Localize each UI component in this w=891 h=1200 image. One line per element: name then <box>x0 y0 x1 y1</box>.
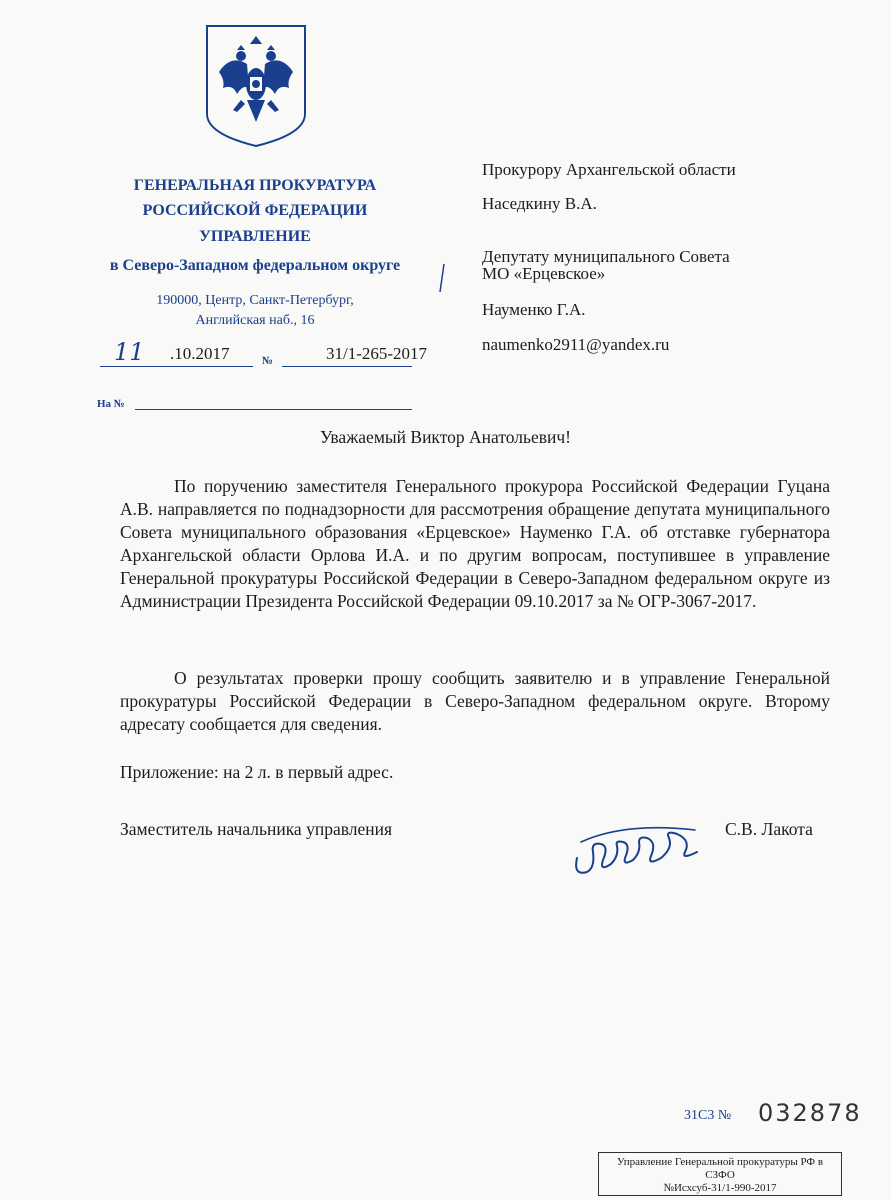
body-paragraph-1: По поручению заместителя Генерального прокурора Российской Федерации Гуцана А.В. направляется по поднадзорности для рассмотрения обращение депутата муниципального Совета муниципального образования «Ерцевское» Науменко Г.А. об отставке губернатора Архангельской области Орлова И.А. и по другим вопросам, поступившее в управление Генеральной прокуратуры Российской Федерации в Северо-Западном федеральном округе из Администрации Президента Российской Федерации 09.10.2017 за № ОГР-3067-2017. <box>120 476 830 611</box>
reply-to-label: На № <box>97 398 125 410</box>
body-paragraph-2: О результатах проверки прошу сообщить заявителю и в управление Генеральной прокуратуры Российской Федерации в Северо-Западном федеральном округе. Второму адресату сообщается для сведения. <box>120 668 830 734</box>
registration-stamp-line-3: №Исхсуб-31/1-990-2017 <box>663 1182 777 1194</box>
double-headed-eagle-emblem-icon <box>203 22 309 148</box>
date-printed: .10.2017 <box>170 344 230 363</box>
serial-prefix: 31С3 № <box>684 1108 732 1123</box>
recipient-1-name: Наседкину В.А. <box>482 194 597 213</box>
salutation: Уважаемый Виктор Анатольевич! <box>319 427 571 447</box>
recipient-2-name: Науменко Г.А. <box>482 300 586 319</box>
number-label: № <box>262 355 274 367</box>
org-line-3: УПРАВЛЕНИЕ <box>199 228 311 245</box>
signer-name: С.В. Лакота <box>725 819 813 839</box>
recipient-2-title: Депутату муниципального Совета <box>482 247 730 266</box>
recipient-1-title: Прокурору Архангельской области <box>482 160 736 179</box>
date-line <box>100 366 253 367</box>
registration-stamp-line-2: СЗФО <box>705 1169 735 1181</box>
outgoing-number: 31/1-265-2017 <box>326 344 428 363</box>
handwritten-day: 11 <box>114 338 145 366</box>
org-line-4: в Северо-Западном федеральном округе <box>109 257 401 274</box>
pen-mark-icon <box>436 262 448 294</box>
address-line-1: 190000, Центр, Санкт-Петербург, <box>156 293 354 308</box>
handwritten-signature-icon <box>565 812 715 882</box>
number-line <box>282 366 412 367</box>
recipient-2-email: naumenko2911@yandex.ru <box>482 335 670 354</box>
address-line-2: Английская наб., 16 <box>195 313 315 328</box>
registration-stamp-line-1: Управление Генеральной прокуратуры РФ в <box>616 1156 824 1168</box>
attachment-note: Приложение: на 2 л. в первый адрес. <box>120 762 394 782</box>
reply-to-line <box>135 409 412 410</box>
org-line-2: РОССИЙСКОЙ ФЕДЕРАЦИИ <box>142 202 368 219</box>
serial-number: 032878 <box>758 1099 862 1127</box>
org-line-1: ГЕНЕРАЛЬНАЯ ПРОКУРАТУРА <box>133 177 377 194</box>
signer-position: Заместитель начальника управления <box>120 819 393 839</box>
registration-stamp <box>598 1152 842 1196</box>
recipient-2-org: МО «Ерцевское» <box>482 264 606 283</box>
